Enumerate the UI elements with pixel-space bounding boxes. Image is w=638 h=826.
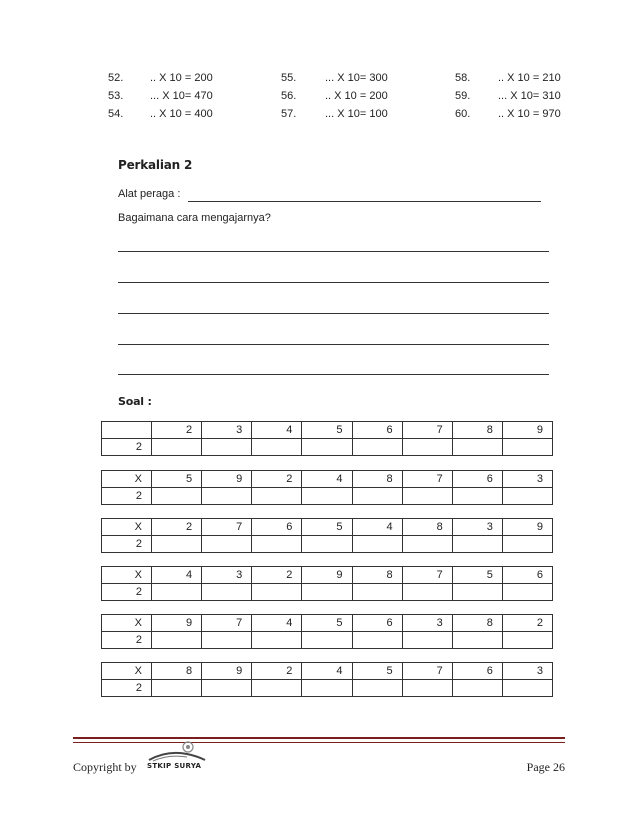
table-answer-row	[102, 632, 553, 649]
soal-label: Soal :	[118, 395, 152, 408]
answer-cell[interactable]	[352, 680, 402, 697]
answer-cell[interactable]	[202, 632, 252, 649]
row-label-cell: 2	[102, 680, 152, 697]
answer-line	[118, 313, 549, 314]
factor-cell: 5	[452, 567, 502, 584]
factor-cell: 4	[252, 422, 302, 439]
multiplication-table	[101, 421, 553, 456]
footer-divider	[73, 737, 565, 739]
factor-cell: 2	[252, 567, 302, 584]
multiplication-table	[101, 662, 553, 697]
factor-cell: 9	[152, 615, 202, 632]
problems-block	[0, 72, 638, 126]
answer-cell[interactable]	[502, 488, 552, 505]
logo-emblem-icon	[147, 740, 207, 762]
factor-cell: 4	[152, 567, 202, 584]
answer-cell[interactable]	[402, 536, 452, 553]
factor-cell: 8	[352, 567, 402, 584]
answer-cell[interactable]	[202, 680, 252, 697]
problem-number: 54.	[108, 108, 124, 120]
answer-cell[interactable]	[252, 536, 302, 553]
problem-expression: .. X 10 = 200	[150, 72, 213, 84]
answer-cell[interactable]	[452, 632, 502, 649]
factor-cell: 2	[152, 519, 202, 536]
factor-cell: 2	[252, 471, 302, 488]
answer-cell[interactable]	[202, 536, 252, 553]
answer-cell[interactable]	[252, 680, 302, 697]
factor-cell: 9	[502, 422, 552, 439]
section-title: Perkalian 2	[118, 158, 193, 172]
row-label-cell: 2	[102, 439, 152, 456]
answer-cell[interactable]	[202, 488, 252, 505]
row-label-cell: 2	[102, 488, 152, 505]
factor-cell: 4	[302, 663, 352, 680]
problem-expression: .. X 10 = 970	[498, 108, 561, 120]
table-header-row	[102, 663, 553, 680]
answer-cell[interactable]	[352, 632, 402, 649]
row-label-cell: 2	[102, 632, 152, 649]
factor-cell: 4	[252, 615, 302, 632]
copyright-text: Copyright by	[73, 760, 137, 774]
answer-cell[interactable]	[352, 439, 402, 456]
factor-cell: 2	[152, 422, 202, 439]
answer-cell[interactable]	[202, 584, 252, 601]
factor-cell: 9	[302, 567, 352, 584]
factor-cell: 7	[402, 663, 452, 680]
answer-cell[interactable]	[502, 439, 552, 456]
factor-cell: 2	[252, 663, 302, 680]
factor-cell: 3	[202, 422, 252, 439]
answer-cell[interactable]	[202, 439, 252, 456]
problem-row	[0, 108, 638, 126]
factor-cell: 2	[502, 615, 552, 632]
factor-cell: 5	[302, 519, 352, 536]
answer-cell[interactable]	[502, 536, 552, 553]
problem-row	[0, 90, 638, 108]
factor-cell: 6	[352, 422, 402, 439]
table-header-row	[102, 519, 553, 536]
factor-cell: 7	[402, 471, 452, 488]
answer-cell[interactable]	[252, 584, 302, 601]
answer-cell[interactable]	[352, 584, 402, 601]
answer-cell[interactable]	[302, 439, 352, 456]
factor-cell: 5	[352, 663, 402, 680]
factor-cell: 3	[402, 615, 452, 632]
factor-cell: 3	[502, 663, 552, 680]
answer-cell[interactable]	[252, 488, 302, 505]
factor-cell: 8	[152, 663, 202, 680]
factor-cell: 3	[202, 567, 252, 584]
answer-cell[interactable]	[152, 584, 202, 601]
operator-cell: X	[102, 519, 152, 536]
factor-cell: 7	[402, 422, 452, 439]
multiplication-table	[101, 566, 553, 601]
factor-cell: 7	[202, 519, 252, 536]
operator-cell: X	[102, 663, 152, 680]
factor-cell: 7	[202, 615, 252, 632]
operator-cell: X	[102, 615, 152, 632]
factor-cell: 9	[202, 663, 252, 680]
table-answer-row	[102, 536, 553, 553]
table-answer-row	[102, 584, 553, 601]
answer-cell[interactable]	[452, 584, 502, 601]
answer-cell[interactable]	[152, 439, 202, 456]
question-text: Bagaimana cara mengajarnya?	[118, 212, 271, 224]
problem-number: 53.	[108, 90, 124, 102]
problem-expression: .. X 10 = 200	[325, 90, 388, 102]
table-answer-row	[102, 439, 553, 456]
operator-cell: X	[102, 567, 152, 584]
answer-line	[118, 282, 549, 283]
answer-cell[interactable]	[352, 488, 402, 505]
factor-cell: 3	[452, 519, 502, 536]
answer-cell[interactable]	[402, 439, 452, 456]
factor-cell: 6	[452, 663, 502, 680]
multiplication-table	[101, 470, 553, 505]
answer-cell[interactable]	[502, 680, 552, 697]
answer-cell[interactable]	[302, 632, 352, 649]
problem-expression: ... X 10= 300	[325, 72, 388, 84]
answer-cell[interactable]	[402, 584, 452, 601]
answer-line	[118, 374, 549, 375]
answer-cell[interactable]	[302, 536, 352, 553]
problem-number: 60.	[455, 108, 471, 120]
answer-cell[interactable]	[452, 680, 502, 697]
problem-number: 58.	[455, 72, 471, 84]
table-header-row	[102, 422, 553, 439]
table-header-row	[102, 471, 553, 488]
factor-cell: 8	[402, 519, 452, 536]
table-answer-row	[102, 680, 553, 697]
factor-cell: 8	[452, 422, 502, 439]
problem-expression: ... X 10= 310	[498, 90, 561, 102]
factor-cell: 5	[152, 471, 202, 488]
problem-number: 52.	[108, 72, 124, 84]
answer-cell[interactable]	[302, 584, 352, 601]
factor-cell: 6	[252, 519, 302, 536]
operator-cell: X	[102, 471, 152, 488]
problem-number: 56.	[281, 90, 297, 102]
answer-cell[interactable]	[402, 488, 452, 505]
answer-cell[interactable]	[402, 680, 452, 697]
answer-cell[interactable]	[402, 632, 452, 649]
row-label-cell: 2	[102, 584, 152, 601]
problem-expression: .. X 10 = 210	[498, 72, 561, 84]
factor-cell: 5	[302, 422, 352, 439]
multiplication-table	[101, 614, 553, 649]
problem-number: 55.	[281, 72, 297, 84]
problem-number: 57.	[281, 108, 297, 120]
stkip-surya-logo	[147, 740, 207, 776]
factor-cell: 8	[452, 615, 502, 632]
factor-cell: 6	[452, 471, 502, 488]
problem-expression: .. X 10 = 400	[150, 108, 213, 120]
table-header-row	[102, 567, 553, 584]
answer-cell[interactable]	[352, 536, 402, 553]
table-answer-row	[102, 488, 553, 505]
row-label-cell: 2	[102, 536, 152, 553]
problem-row	[0, 72, 638, 90]
factor-cell: 5	[302, 615, 352, 632]
factor-cell: 4	[352, 519, 402, 536]
factor-cell: 3	[502, 471, 552, 488]
answer-cell[interactable]	[302, 680, 352, 697]
factor-cell: 9	[202, 471, 252, 488]
factor-cell: 8	[352, 471, 402, 488]
table-header-row	[102, 615, 553, 632]
operator-cell	[102, 422, 152, 439]
factor-cell: 7	[402, 567, 452, 584]
factor-cell: 4	[302, 471, 352, 488]
answer-cell[interactable]	[502, 632, 552, 649]
answer-line	[118, 251, 549, 252]
answer-cell[interactable]	[452, 488, 502, 505]
answer-cell[interactable]	[452, 536, 502, 553]
answer-cell[interactable]	[152, 632, 202, 649]
tool-answer-line	[188, 201, 541, 202]
problem-expression: ... X 10= 470	[150, 90, 213, 102]
answer-line	[118, 344, 549, 345]
problem-expression: ... X 10= 100	[325, 108, 388, 120]
multiplication-table	[101, 518, 553, 553]
logo-text: STKIP SURYA	[147, 762, 202, 770]
answer-cell[interactable]	[152, 488, 202, 505]
tool-label: Alat peraga :	[118, 188, 181, 200]
answer-cell[interactable]	[452, 439, 502, 456]
problem-number: 59.	[455, 90, 471, 102]
answer-cell[interactable]	[302, 488, 352, 505]
answer-cell[interactable]	[252, 632, 302, 649]
page-number: Page 26	[526, 760, 565, 774]
factor-cell: 6	[502, 567, 552, 584]
factor-cell: 6	[352, 615, 402, 632]
answer-cell[interactable]	[152, 680, 202, 697]
answer-cell[interactable]	[502, 584, 552, 601]
factor-cell: 9	[502, 519, 552, 536]
answer-cell[interactable]	[152, 536, 202, 553]
answer-cell[interactable]	[252, 439, 302, 456]
